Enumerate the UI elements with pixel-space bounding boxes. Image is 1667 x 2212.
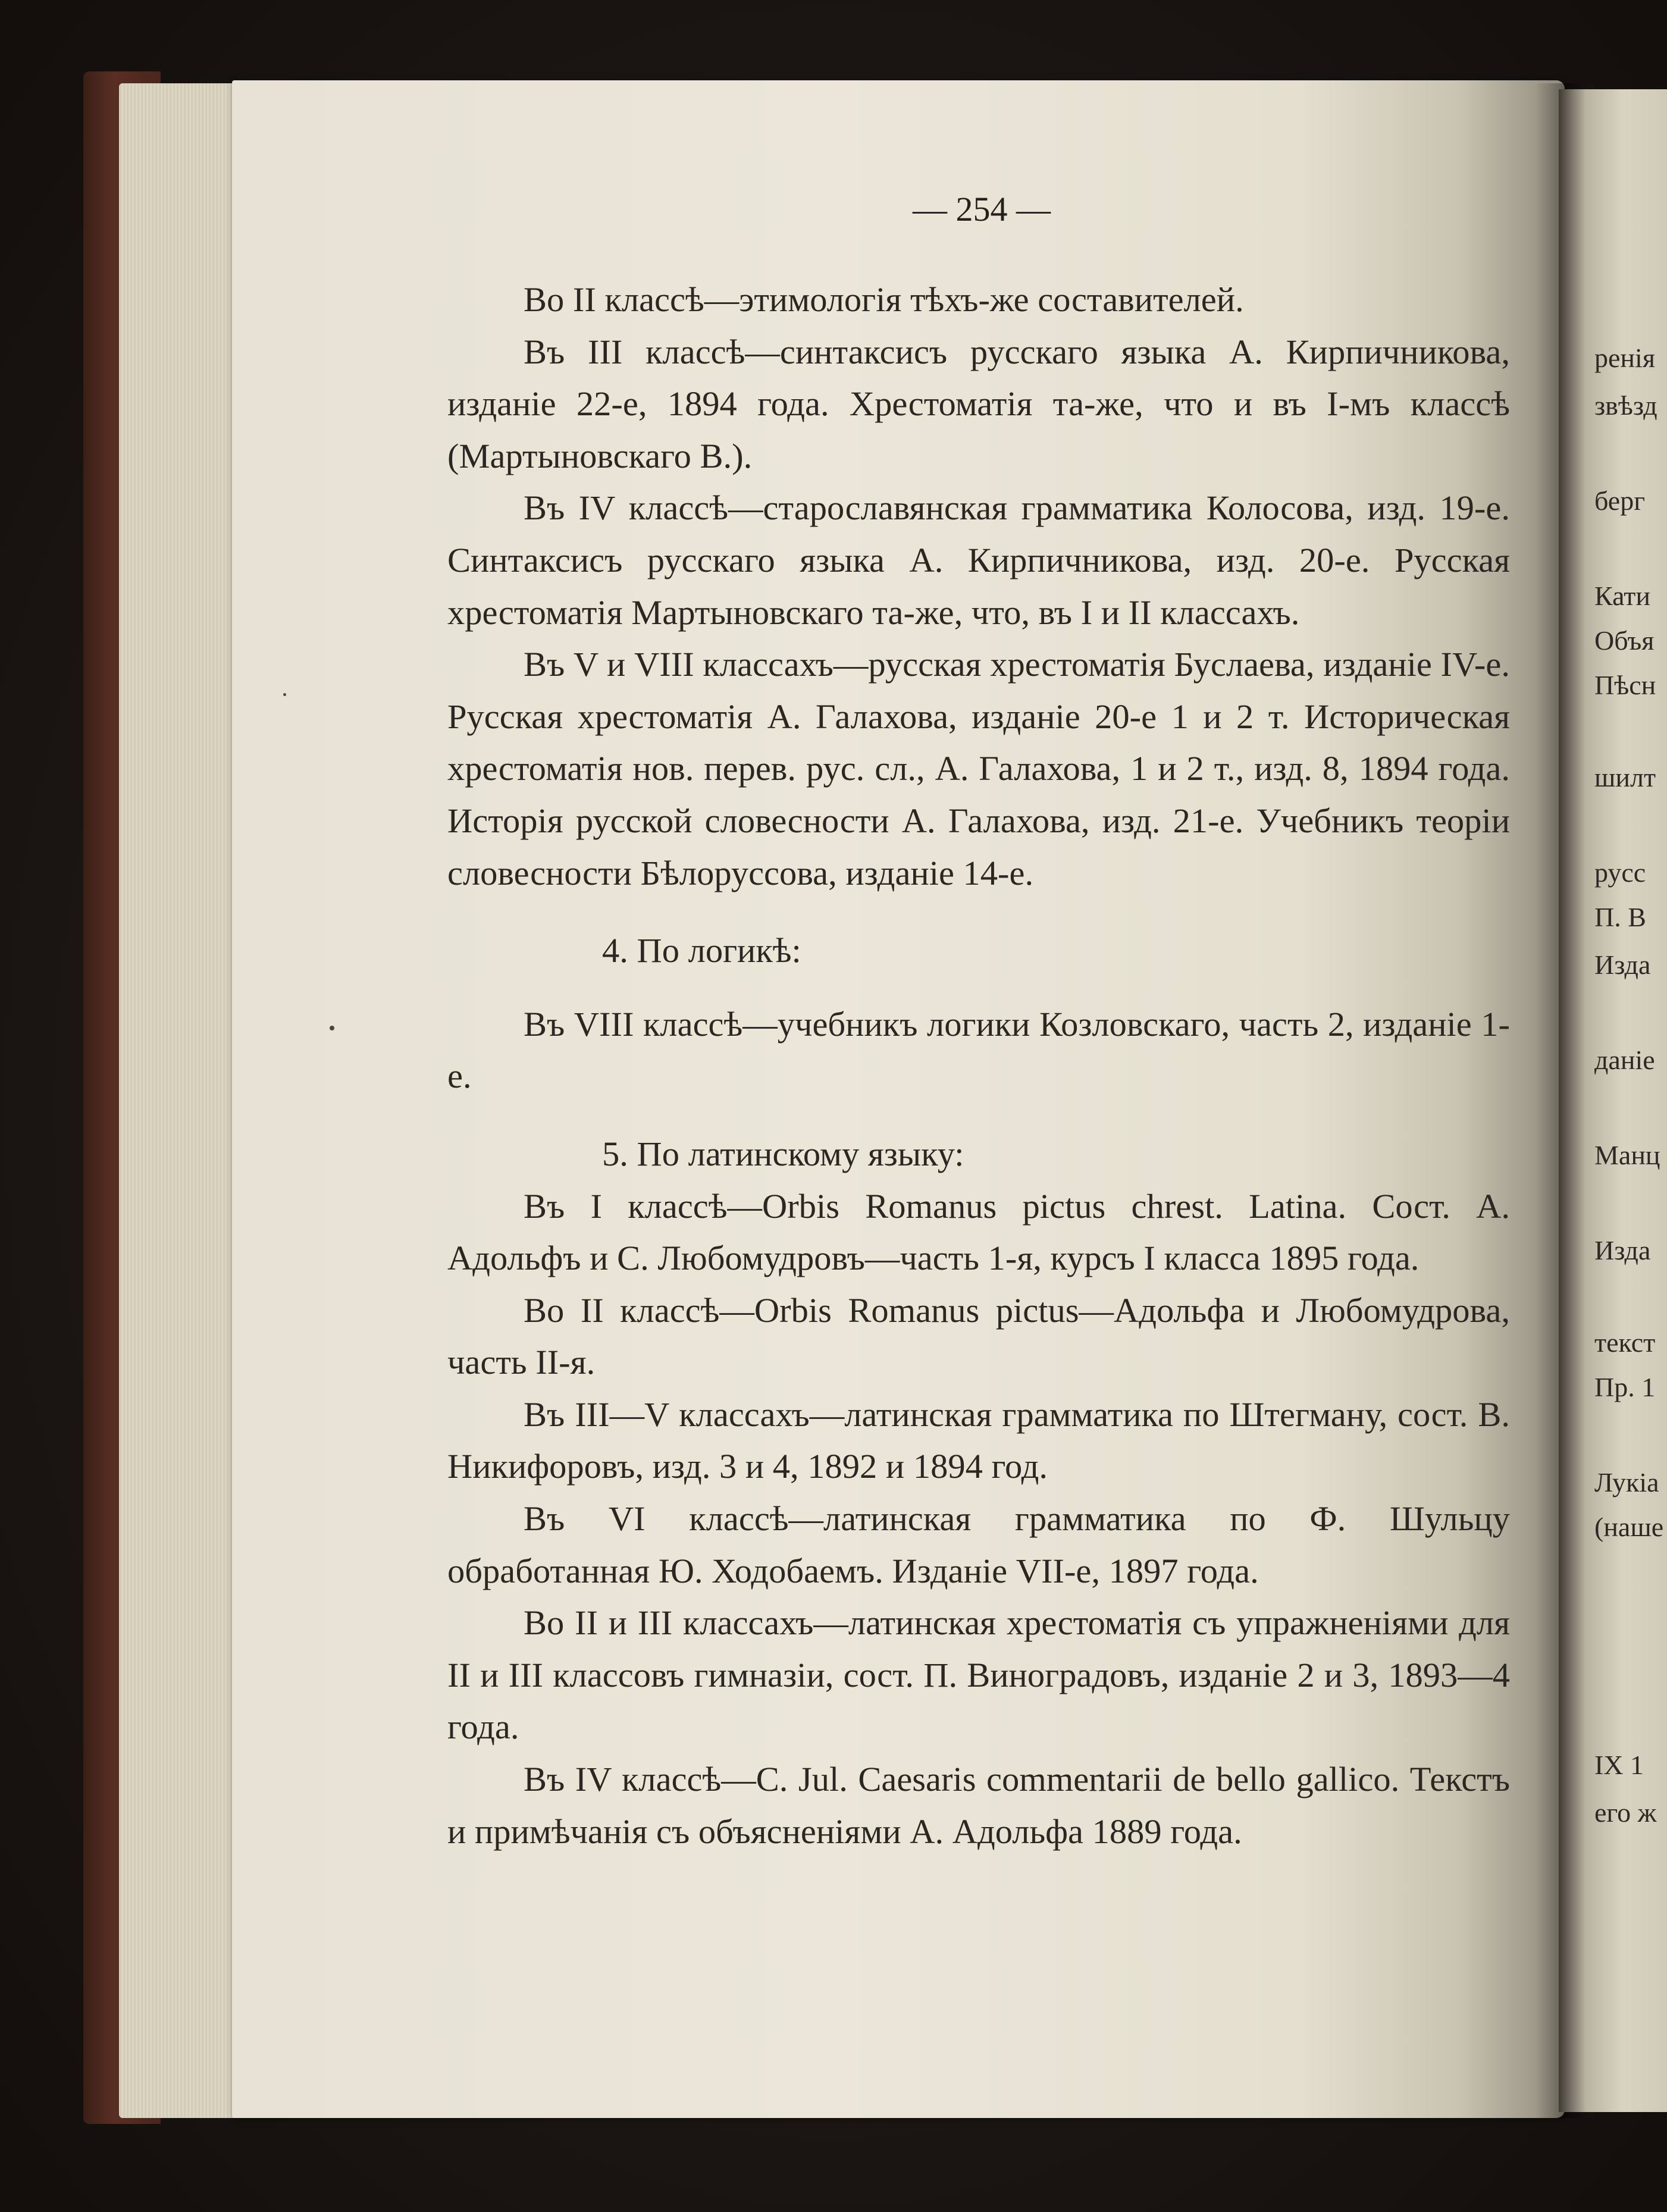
- next-page-fragment: Пр. 1: [1594, 1372, 1656, 1402]
- section-heading-latin: 5. По латинскому языку:: [602, 1134, 964, 1173]
- next-page-fragment: Лукіа: [1594, 1467, 1659, 1497]
- next-page-fragment: Манц: [1594, 1140, 1660, 1170]
- paragraph: Во II и III классахъ—латинская хрестоматія съ упражненіями для II и III классовъ гимназіи, сост. П. Виноградовъ, изданіе 2 и 3, 1893—4 года.: [447, 1603, 1510, 1747]
- page-number: — 254 —: [913, 190, 1051, 228]
- paragraph: Въ IV классѣ—C. Jul. Caesaris commentarii de bello gallico. Текстъ и примѣчанія съ объясненіями А. Адольфа 1889 года.: [447, 1760, 1510, 1851]
- next-page-fragment: Кати: [1594, 581, 1651, 611]
- next-page-fragment: русс: [1594, 857, 1646, 888]
- next-page-fragment: его ж: [1594, 1797, 1657, 1828]
- paragraph: Въ VI классѣ—латинская грамматика по Ф. Шульцу обработанная Ю. Ходобаемъ. Изданіе VII-е, 1897 года.: [447, 1499, 1510, 1590]
- next-page-fragment: берг: [1594, 485, 1646, 516]
- next-page-fragment: Изда: [1594, 1235, 1651, 1265]
- next-page-fragment: IX 1: [1594, 1750, 1644, 1780]
- section-heading-logic: 4. По логикѣ:: [602, 931, 801, 970]
- next-page-fragment: Объя: [1594, 625, 1655, 656]
- next-page-fragment: П. В: [1594, 902, 1646, 932]
- next-page-fragment: шилт: [1594, 762, 1656, 792]
- paragraph: Во II классѣ—этимологія тѣхъ-же составителей.: [524, 280, 1244, 319]
- next-page-fragment: текст: [1594, 1327, 1656, 1358]
- paragraph: Въ III—V классахъ—латинская грамматика по Штегману, сост. В. Никифоровъ, изд. 3 и 4, 1892 и 1894 год.: [447, 1395, 1510, 1486]
- paragraph: Во II классѣ—Orbis Romanus pictus—Адольфа и Любомудрова, часть II-я.: [447, 1290, 1510, 1382]
- paragraph: Въ I классѣ—Orbis Romanus pictus chrest. Latina. Сост. А. Адольфъ и С. Любомудровъ—часть 1-я, курсъ I класса 1895 года.: [447, 1186, 1510, 1278]
- next-page-fragment: даніе: [1594, 1045, 1655, 1075]
- paragraph: Въ VIII классѣ—учебникъ логики Козловскаго, часть 2, изданіе 1-е.: [447, 1004, 1510, 1096]
- next-page-edge: [1559, 89, 1667, 2112]
- next-page-fragment: Пѣсн: [1594, 670, 1656, 700]
- paper-speck: [283, 693, 286, 696]
- page-text: [447, 274, 1510, 1857]
- paper-speck: [330, 1026, 334, 1030]
- paragraph: Въ III классѣ—синтаксисъ русскаго языка А. Кирпичникова, изданіе 22-е, 1894 года. Хрестоматія та-же, что и въ I-мъ классѣ (Мартыновскаго В.).: [447, 332, 1510, 475]
- next-page-fragment: звѣзд: [1594, 390, 1657, 421]
- next-page-fragment: (наше: [1594, 1512, 1664, 1542]
- paragraph: Въ IV классѣ—старославянская грамматика Колосова, изд. 19-е. Синтаксисъ русскаго языка А. Кирпичникова, изд. 20-е. Русская хрестоматія Мартыновскаго та-же, что, въ I и II классахъ.: [447, 488, 1510, 632]
- next-page-fragment: ренія: [1594, 343, 1655, 373]
- paragraph: Въ V и VIII классахъ—русская хрестоматія Буслаева, изданіе IV-е. Русская хрестоматія А. Галахова, изданіе 20-е 1 и 2 т. Историческая хрестоматія нов. перев. рус. сл., А. Галахова, 1 и 2 т., изд. 8, 1894 года. Исторія русской словесности А. Галахова, изд. 21-е. Учебникъ теоріи словесности Бѣлоруссова, изданіе 14-е.: [447, 645, 1510, 892]
- next-page-fragment: Изда: [1594, 950, 1651, 980]
